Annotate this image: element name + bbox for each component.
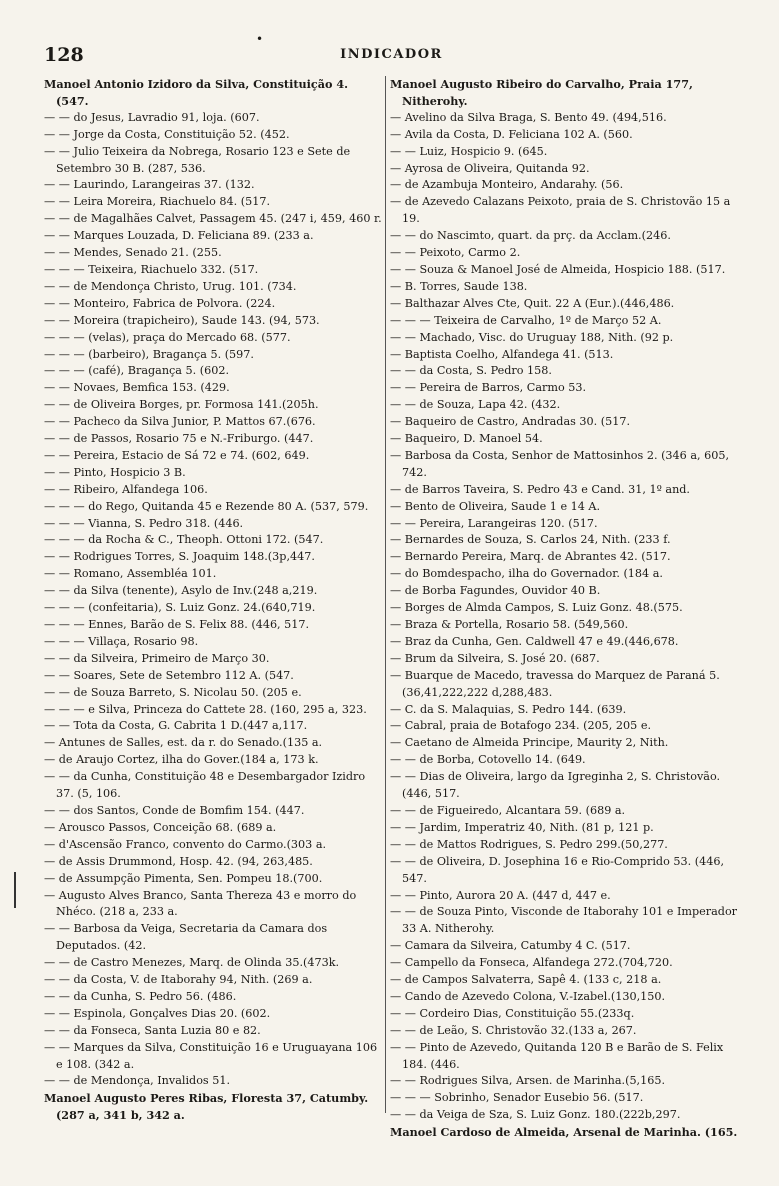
directory-entry: — Bento de Oliveira, Saude 1 e 14 A.	[390, 499, 601, 513]
directory-entry: — — Mendes, Senado 21. (255.	[44, 246, 222, 260]
directory-entry: — — Pacheco da Silva Junior, P. Mattos 67.(676.	[44, 415, 316, 429]
directory-entry: — Cando de Azevedo Colona, V.-Izabel.(130,150.	[390, 989, 666, 1003]
directory-entry: — — Dias de Oliveira, largo da Igreginha 2, S. Christovão. (446, 517.	[390, 770, 721, 801]
directory-entry: — — de Oliveira, D. Josephina 16 e Rio-Comprido 53. (446, 547.	[390, 854, 724, 885]
directory-entry: — — Souza & Manoel José de Almeida, Hospicio 188. (517.	[390, 262, 726, 276]
directory-entry: — de Azevedo Calazans Peixoto, praia de S. Christovão 15 a 19.	[390, 195, 731, 226]
directory-entry: — — — (café), Bragança 5. (602.	[44, 364, 230, 378]
directory-entry: — — — (confeitaria), S. Luiz Gonz. 24.(640,719.	[44, 601, 316, 615]
margin-mark	[14, 872, 16, 908]
directory-entry: — — Rodrigues Torres, S. Joaquim 148.(3p,447.	[44, 550, 315, 564]
directory-entry: — — de Figueiredo, Alcantara 59. (689 a.	[390, 803, 626, 817]
directory-entry: — — da Veiga de Sza, S. Luiz Gonz. 180.(222b,297.	[390, 1108, 681, 1122]
directory-entry: — C. da S. Malaquias, S. Pedro 144. (639.	[390, 702, 627, 716]
column-divider	[385, 76, 386, 1113]
directory-entry: — — Pinto de Azevedo, Quitanda 120 B e Barão de S. Felix 184. (446.	[390, 1040, 724, 1071]
directory-entry: — — Pinto, Aurora 20 A. (447 d, 447 e.	[390, 888, 611, 902]
directory-entry: — Ayrosa de Oliveira, Quitanda 92.	[390, 161, 590, 175]
directory-entry: — — de Souza Barreto, S. Nicolau 50. (205 e.	[44, 685, 302, 699]
directory-entry: — — do Nascimto, quart. da prç. da Acclam.(246.	[390, 229, 671, 243]
directory-entry: — — — Teixeira, Riachuelo 332. (517.	[44, 262, 259, 276]
directory-entry: — Bernardes de Souza, S. Carlos 24, Nith. (233 f.	[390, 533, 671, 547]
directory-entry: — Baqueiro de Castro, Andradas 30. (517.	[390, 415, 631, 429]
directory-entry: — — — Sobrinho, Senador Eusebio 56. (517.	[390, 1091, 644, 1105]
directory-entry: — — — (barbeiro), Bragança 5. (597.	[44, 347, 254, 361]
directory-entry: — de Azambuja Monteiro, Andarahy. (56.	[390, 178, 624, 192]
directory-entry: — Barbosa da Costa, Senhor de Mattosinhos 2. (346 a, 605, 742.	[390, 448, 730, 479]
directory-entry: — — Julio Teixeira da Nobrega, Rosario 123 e Sete de Setembro 30 B. (287, 536.	[44, 144, 351, 175]
directory-entry: — Buarque de Macedo, travessa do Marquez de Paraná 5. (36,41,222,222 d,288,483.	[390, 668, 720, 699]
directory-entry: — Brum da Silveira, S. José 20. (687.	[390, 651, 600, 665]
directory-entry: — de Barros Taveira, S. Pedro 43 e Cand. 31, 1º and.	[390, 482, 690, 496]
ink-dot: •	[256, 32, 264, 46]
directory-entry: — — Rodrigues Silva, Arsen. de Marinha.(5,165.	[390, 1074, 666, 1088]
directory-entry: — Campello da Fonseca, Alfandega 272.(704,720.	[390, 956, 673, 970]
directory-entry: Manoel Augusto Ribeiro do Carvalho, Praia 177, Nitherohy.	[390, 77, 693, 108]
directory-entry: — — de Mendonça Christo, Urug. 101. (734.	[44, 279, 297, 293]
directory-entry: — — Peixoto, Carmo 2.	[390, 246, 521, 260]
directory-entry: — — Pereira, Estacio de Sá 72 e 74. (602, 649.	[44, 448, 310, 462]
directory-entry: — — da Fonseca, Santa Luzia 80 e 82.	[44, 1023, 261, 1037]
directory-entry: — — da Silva (tenente), Asylo de Inv.(248 a,219.	[44, 584, 318, 598]
directory-entry: — Balthazar Alves Cte, Quit. 22 A (Eur.).(446,486.	[390, 296, 675, 310]
directory-entry: — Cabral, praia de Botafogo 234. (205, 205 e.	[390, 719, 651, 733]
directory-entry: — — de Magalhães Calvet, Passagem 45. (247 i, 459, 460 r.	[44, 212, 382, 226]
directory-entry: — de Assis Drummond, Hosp. 42. (94, 263,485.	[44, 854, 313, 868]
directory-entry: — — Romano, Assembléa 101.	[44, 567, 217, 581]
directory-entry: — — — Vianna, S. Pedro 318. (446.	[44, 516, 244, 530]
directory-entry: — — de Souza, Lapa 42. (432.	[390, 398, 561, 412]
directory-entry: — — dos Santos, Conde de Bomfim 154. (447.	[44, 803, 305, 817]
directory-entry: — Bernardo Pereira, Marq. de Abrantes 42. (517.	[390, 550, 671, 564]
directory-entry: — — — e Silva, Princeza do Cattete 28. (160, 295 a, 323.	[44, 702, 367, 716]
directory-entry: — d'Ascensão Franco, convento do Carmo.(303 a.	[44, 837, 327, 851]
directory-entry: — — Jardim, Imperatriz 40, Nith. (81 p, 121 p.	[390, 820, 654, 834]
directory-entry: — — Espinola, Gonçalves Dias 20. (602.	[44, 1006, 271, 1020]
page-number: 128	[44, 44, 84, 66]
directory-entry: — — — (velas), praça do Mercado 68. (577.	[44, 330, 291, 344]
directory-entry: — — de Leão, S. Christovão 32.(133 a, 267.	[390, 1023, 637, 1037]
directory-entry: — Arousco Passos, Conceição 68. (689 a.	[44, 820, 277, 834]
directory-entry: — de Assumpção Pimenta, Sen. Pompeu 18.(700.	[44, 871, 323, 885]
left-column	[44, 76, 384, 1124]
directory-entry: — do Bomdespacho, ilha do Governador. (184 a.	[390, 567, 663, 581]
directory-entry: — de Campos Salvaterra, Sapê 4. (133 c, 218 a.	[390, 973, 662, 987]
directory-entry: — de Borba Fagundes, Ouvidor 40 B.	[390, 584, 601, 598]
directory-entry: — Baqueiro, D. Manoel 54.	[390, 432, 543, 446]
directory-entry: — — de Mattos Rodrigues, S. Pedro 299.(50,277.	[390, 837, 668, 851]
directory-entry: — — da Costa, V. de Itaborahy 94, Nith. (269 a.	[44, 973, 313, 987]
directory-entry: — — Machado, Visc. do Uruguay 188, Nith. (92 p.	[390, 330, 674, 344]
directory-entry: — — da Cunha, Constituição 48 e Desembargador Izidro 37. (5, 106.	[44, 770, 366, 801]
directory-entry: Manoel Cardoso de Almeida, Arsenal de Marinha. (165.	[390, 1125, 738, 1140]
directory-entry: — de Araujo Cortez, ilha do Gover.(184 a, 173 k.	[44, 753, 319, 767]
directory-entry: — — Marques Louzada, D. Feliciana 89. (233 a.	[44, 229, 314, 243]
directory-entry: — — Cordeiro Dias, Constituição 55.(233q.	[390, 1006, 635, 1020]
directory-entry: — — Moreira (trapicheiro), Saude 143. (94, 573.	[44, 313, 320, 327]
directory-entry: — Avelino da Silva Braga, S. Bento 49. (494,516.	[390, 110, 667, 124]
directory-entry: — — da Costa, S. Pedro 158.	[390, 364, 552, 378]
directory-entry: — — Novaes, Bemfica 153. (429.	[44, 381, 230, 395]
directory-entry: — — de Oliveira Borges, pr. Formosa 141.(205h.	[44, 398, 319, 412]
directory-entry: — — de Souza Pinto, Visconde de Itaborahy 101 e Imperador 33 A. Nitherohy.	[390, 905, 738, 936]
directory-entry: — Braz da Cunha, Gen. Caldwell 47 e 49.(446,678.	[390, 634, 679, 648]
directory-entry: — — Marques da Silva, Constituição 16 e Uruguayana 106 e 108. (342 a.	[44, 1040, 378, 1071]
directory-entry: — — da Silveira, Primeiro de Março 30.	[44, 651, 270, 665]
directory-entry: — — Barbosa da Veiga, Secretaria da Camara dos Deputados. (42.	[44, 922, 328, 953]
directory-entry: — — de Passos, Rosario 75 e N.-Friburgo. (447.	[44, 432, 314, 446]
page-header	[44, 32, 739, 68]
directory-entry: — Baptista Coelho, Alfandega 41. (513.	[390, 347, 614, 361]
directory-entry: — — — do Rego, Quitanda 45 e Rezende 80 A. (537, 579.	[44, 499, 369, 513]
directory-entry: — Antunes de Salles, est. da r. do Senado.(135 a.	[44, 736, 323, 750]
directory-entry: — — Laurindo, Larangeiras 37. (132.	[44, 178, 255, 192]
directory-entry: — — Pinto, Hospicio 3 B.	[44, 465, 186, 479]
directory-entry: — — — Ennes, Barão de S. Felix 88. (446, 517.	[44, 618, 310, 631]
directory-entry: — — Pereira, Larangeiras 120. (517.	[390, 516, 598, 530]
directory-entry: — Augusto Alves Branco, Santa Thereza 43 e morro do Nhéco. (218 a, 233 a.	[44, 888, 357, 919]
directory-entry: — — — da Rocha & C., Theoph. Ottoni 172. (547.	[44, 533, 324, 547]
directory-entry: — — Soares, Sete de Setembro 112 A. (547.	[44, 668, 294, 682]
directory-entry: — — Tota da Costa, G. Cabrita 1 D.(447 a,117.	[44, 719, 308, 733]
directory-entry: — — Pereira de Barros, Carmo 53.	[390, 381, 587, 395]
directory-entry: — — da Cunha, S. Pedro 56. (486.	[44, 989, 237, 1003]
directory-entry: Manoel Augusto Peres Ribas, Floresta 37, Catumby. (287 a, 341 b, 342 a.	[44, 1091, 369, 1123]
directory-entry: — — Monteiro, Fabrica de Polvora. (224.	[44, 296, 276, 310]
directory-entry: — Borges de Almda Campos, S. Luiz Gonz. 48.(575.	[390, 601, 683, 615]
directory-entry: — — do Jesus, Lavradio 91, loja. (607.	[44, 110, 260, 124]
directory-entry: — — de Borba, Cotovello 14. (649.	[390, 753, 586, 767]
right-column	[390, 76, 738, 1141]
directory-entry: — B. Torres, Saude 138.	[390, 279, 528, 293]
directory-entry: — — — Villaça, Rosario 98.	[44, 634, 199, 648]
directory-entry: — — Luiz, Hospicio 9. (645.	[390, 144, 548, 158]
directory-entry: — — Ribeiro, Alfandega 106.	[44, 482, 208, 496]
directory-entry: — — de Castro Menezes, Marq. de Olinda 35.(473k.	[44, 956, 340, 970]
directory-entry: — Caetano de Almeida Principe, Maurity 2, Nith.	[390, 736, 669, 750]
directory-entry: — — de Mendonça, Invalidos 51.	[44, 1074, 231, 1088]
directory-entry: Manoel Antonio Izidoro da Silva, Constituição 4. (547.	[44, 77, 348, 108]
directory-entry: — — Leira Moreira, Riachuelo 84. (517.	[44, 195, 271, 209]
directory-entry: — — Jorge da Costa, Constituição 52. (452.	[44, 127, 290, 141]
directory-entry: — — — Teixeira de Carvalho, 1º de Março 52 A.	[390, 313, 662, 327]
directory-entry: — Avila da Costa, D. Feliciana 102 A. (560.	[390, 127, 633, 141]
directory-entry: — Braza & Portella, Rosario 58. (549,560.	[390, 618, 629, 631]
directory-entry: — Camara da Silveira, Catumby 4 C. (517.	[390, 939, 631, 953]
running-title: INDICADOR	[340, 47, 443, 62]
